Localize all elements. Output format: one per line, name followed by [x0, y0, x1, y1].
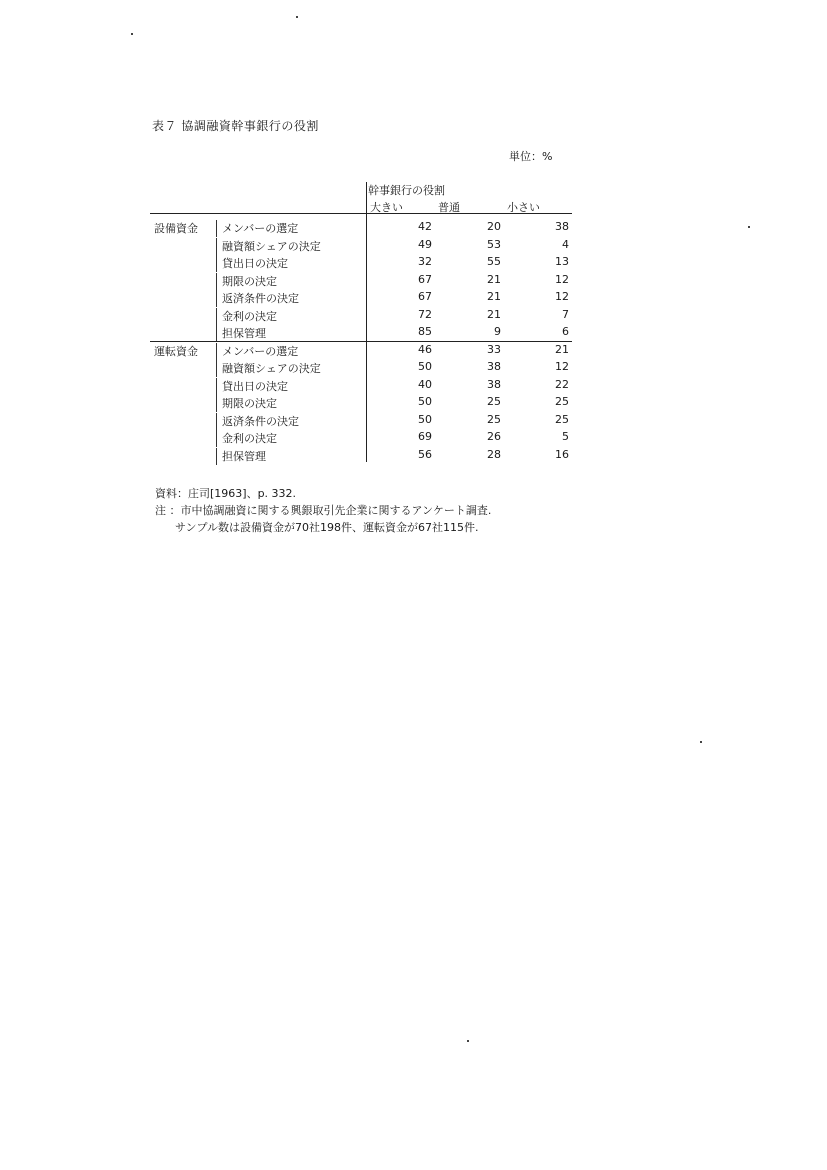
table-row: [150, 220, 572, 237]
value-small: 7: [562, 307, 569, 321]
source-note: 資料：庄司[1963]、p. 332.: [155, 487, 297, 500]
row-item-label: 貸出日の決定: [222, 257, 288, 270]
row-item-label: メンバーの選定: [222, 344, 299, 358]
table-row: [150, 360, 572, 377]
row-item-label: 返済条件の決定: [222, 414, 299, 428]
value-normal: 25: [487, 395, 501, 408]
value-large: 40: [418, 377, 432, 391]
value-normal: 38: [487, 377, 501, 391]
row-item-label: 期限の決定: [222, 397, 277, 410]
value-small: 22: [555, 377, 569, 391]
value-large: 72: [418, 307, 432, 321]
scan-speck: [467, 1040, 469, 1042]
row-item-label: 貸出日の決定: [222, 379, 288, 393]
row-item-label: メンバーの選定: [222, 222, 299, 235]
row-item-label: 返済条件の決定: [222, 292, 299, 305]
value-normal: 20: [487, 220, 501, 233]
value-large: 49: [418, 237, 432, 251]
table-row: [150, 325, 572, 342]
row-item-label: 金利の決定: [222, 309, 277, 323]
value-normal: 53: [487, 237, 501, 251]
row-item-label: 担保管理: [222, 449, 266, 463]
table-row: [150, 378, 572, 395]
notes: [155, 485, 491, 536]
column-header-large: 大きい: [370, 201, 403, 214]
value-large: 32: [418, 255, 432, 268]
value-small: 4: [562, 237, 569, 251]
value-normal: 38: [487, 360, 501, 373]
value-normal: 21: [487, 290, 501, 303]
table-row: [150, 430, 572, 447]
row-divider: [216, 308, 217, 325]
row-divider: [216, 290, 217, 307]
scan-speck: [296, 16, 298, 18]
column-header-small: 小さい: [507, 201, 540, 214]
row-divider: [216, 255, 217, 272]
value-small: 38: [555, 220, 569, 233]
value-large: 50: [418, 360, 432, 373]
note-line-2: サンプル数は設備資金が70社198件、運転資金が67社115件.: [175, 521, 479, 534]
row-divider: [216, 343, 217, 360]
row-divider: [216, 413, 217, 430]
value-normal: 55: [487, 255, 501, 268]
value-small: 5: [562, 430, 569, 443]
table-title: 表７ 協調融資幹事銀行の役割: [152, 119, 319, 133]
table-row: [150, 448, 572, 465]
table-row: [150, 308, 572, 325]
value-small: 13: [555, 255, 569, 268]
row-divider: [216, 238, 217, 255]
row-divider: [216, 360, 217, 377]
row-divider: [216, 325, 217, 342]
value-normal: 33: [487, 342, 501, 356]
table-row: [150, 273, 572, 290]
scan-speck: [748, 226, 750, 228]
value-large: 56: [418, 447, 432, 461]
note-line-1: 注 ：市中協調融資に関する興銀取引先企業に関するアンケート調査.: [155, 504, 492, 517]
group-rule: [150, 341, 572, 342]
table-row: [150, 290, 572, 307]
row-item-label: 金利の決定: [222, 432, 277, 445]
value-small: 12: [555, 272, 569, 286]
value-normal: 21: [487, 307, 501, 321]
value-large: 50: [418, 395, 432, 408]
value-small: 21: [555, 342, 569, 356]
value-small: 25: [555, 412, 569, 426]
group-label: 運転資金: [154, 344, 198, 358]
value-large: 50: [418, 412, 432, 426]
table-row: [150, 238, 572, 255]
value-normal: 26: [487, 430, 501, 443]
row-divider: [216, 273, 217, 290]
unit-label: 単位：%: [509, 150, 553, 163]
value-large: 69: [418, 430, 432, 443]
value-large: 85: [418, 325, 432, 338]
value-normal: 9: [494, 325, 501, 338]
value-normal: 21: [487, 272, 501, 286]
table-row: [150, 343, 572, 360]
row-divider: [216, 378, 217, 395]
column-header-normal: 普通: [438, 201, 460, 214]
value-large: 67: [418, 290, 432, 303]
row-item-label: 担保管理: [222, 327, 266, 340]
value-small: 25: [555, 395, 569, 408]
row-divider: [216, 430, 217, 447]
row-divider: [216, 220, 217, 237]
row-item-label: 融資額シェアの決定: [222, 362, 321, 375]
scan-speck: [131, 33, 133, 35]
value-normal: 28: [487, 447, 501, 461]
value-large: 42: [418, 220, 432, 233]
value-large: 46: [418, 342, 432, 356]
value-small: 16: [555, 447, 569, 461]
row-item-label: 期限の決定: [222, 274, 277, 288]
value-small: 6: [562, 325, 569, 338]
column-group-title: 幹事銀行の役割: [368, 184, 445, 197]
scan-speck: [700, 741, 702, 743]
table-row: [150, 395, 572, 412]
table-row: [150, 413, 572, 430]
row-divider: [216, 448, 217, 465]
value-small: 12: [555, 360, 569, 373]
header-rule: [150, 213, 572, 214]
value-small: 12: [555, 290, 569, 303]
value-large: 67: [418, 272, 432, 286]
table-row: [150, 255, 572, 272]
value-normal: 25: [487, 412, 501, 426]
row-divider: [216, 395, 217, 412]
group-label: 設備資金: [154, 222, 198, 235]
row-item-label: 融資額シェアの決定: [222, 239, 321, 253]
